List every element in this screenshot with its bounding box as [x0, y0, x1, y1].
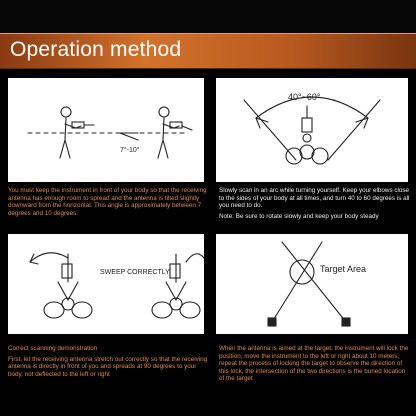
caption-text: First, let the receiving antenna stretch out correctly so that the receiving antenna is directly in front of you and spreads at 90 degrees to your body, not deflected to the left or right: [8, 355, 208, 378]
target-annotation: Target Area: [320, 264, 367, 274]
illustration-scanning-demo: [8, 234, 204, 334]
page-title: Operation method: [10, 38, 182, 61]
section-banner: [0, 33, 416, 69]
caption-hold-position: [8, 187, 208, 217]
top-stripe: [0, 0, 416, 33]
sweep-annotation: SWEEP CORRECTLY: [100, 269, 170, 276]
caption-arc-rotation: [219, 187, 411, 220]
caption-text: You must keep the instrument in front of your body so that the receiving antenna has enough room to spread and the antenna is tilted slightly downward from the horizontal. This angle is approximately between 7 degrees and 10 degrees.: [8, 187, 207, 217]
illustration-target-area: [216, 234, 408, 334]
caption-text: Slowly scan in an arc while turning yourself. Keep your elbows close to the sides of your body at all times, and turn 40 to 60 degrees is all you need to do.: [219, 187, 410, 210]
caption-note: Note: Be sure to rotate slowly and keep your body steady: [219, 212, 379, 220]
angle-annotation: 7°-10°: [120, 147, 140, 154]
illustration-arc-rotation: [216, 78, 408, 182]
caption-text: When the antenna is aimed at the target, the instrument will lock the position, move the instrument to the left or right about 10 meters, repeat the process of locking the target to observe the direction of this lock, the intersection of the two directions is the buried location of the target: [219, 345, 409, 383]
caption-heading: Correct scanning demonstration: [8, 345, 98, 352]
caption-target-area: [219, 345, 411, 383]
caption-scanning-demo: [8, 345, 208, 378]
illustration-hold-position: [8, 78, 204, 182]
rotation-annotation: 40°~60°: [288, 92, 321, 102]
